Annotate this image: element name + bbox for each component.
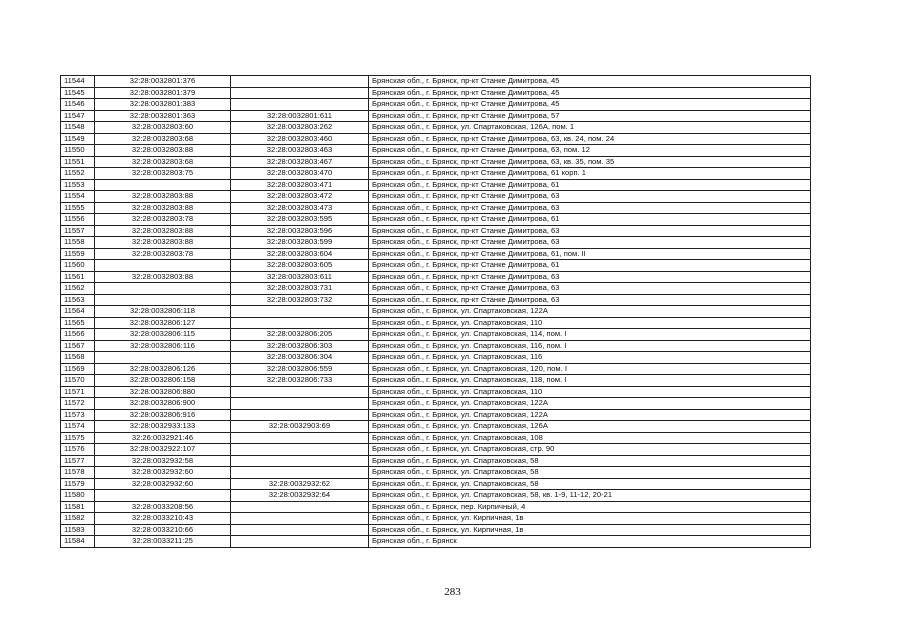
cadastral-number-cell: 32:26:0032921:46 [95, 432, 231, 444]
table-row [61, 340, 811, 352]
address-cell: Брянская обл., г. Брянск, ул. Спартаковская, 58 [369, 478, 811, 490]
linked-cadastral-number-cell: 32:28:0032806:304 [231, 352, 369, 364]
linked-cadastral-number-cell: 32:28:0032803:262 [231, 122, 369, 134]
address-cell: Брянская обл., г. Брянск, пр-кт Станке Димитрова, 61 [369, 214, 811, 226]
linked-cadastral-number-cell: 32:28:0032803:611 [231, 271, 369, 283]
record-number-cell: 11570 [61, 375, 95, 387]
table-row [61, 363, 811, 375]
cadastral-number-cell: 32:28:0032806:158 [95, 375, 231, 387]
table-row [61, 87, 811, 99]
record-number-cell: 11583 [61, 524, 95, 536]
cadastral-number-cell: 32:28:0032803:68 [95, 156, 231, 168]
table-row [61, 455, 811, 467]
table-row [61, 168, 811, 180]
linked-cadastral-number-cell: 32:28:0032803:605 [231, 260, 369, 272]
table-row [61, 156, 811, 168]
record-number-cell: 11566 [61, 329, 95, 341]
table-row [61, 524, 811, 536]
address-cell: Брянская обл., г. Брянск, ул. Спартаковская, 120, пом. I [369, 363, 811, 375]
cadastral-number-cell: 32:28:0032803:88 [95, 225, 231, 237]
table-row [61, 536, 811, 548]
table-row [61, 444, 811, 456]
cadastral-number-cell: 32:28:0032806:916 [95, 409, 231, 421]
address-cell: Брянская обл., г. Брянск, ул. Спартаковская, 122А [369, 409, 811, 421]
record-number-cell: 11546 [61, 99, 95, 111]
table-row [61, 352, 811, 364]
linked-cadastral-number-cell [231, 306, 369, 318]
record-number-cell: 11559 [61, 248, 95, 260]
address-cell: Брянская обл., г. Брянск, ул. Спартаковская, 122А [369, 306, 811, 318]
record-number-cell: 11554 [61, 191, 95, 203]
linked-cadastral-number-cell: 32:28:0032803:460 [231, 133, 369, 145]
table-row [61, 478, 811, 490]
address-cell: Брянская обл., г. Брянск, пр-кт Станке Димитрова, 57 [369, 110, 811, 122]
record-number-cell: 11556 [61, 214, 95, 226]
linked-cadastral-number-cell: 32:28:0032803:604 [231, 248, 369, 260]
table-row [61, 283, 811, 295]
record-number-cell: 11563 [61, 294, 95, 306]
linked-cadastral-number-cell: 32:28:0032932:62 [231, 478, 369, 490]
cadastral-number-cell: 32:28:0032932:58 [95, 455, 231, 467]
address-cell: Брянская обл., г. Брянск, пр-кт Станке Димитрова, 63 [369, 294, 811, 306]
linked-cadastral-number-cell: 32:28:0032803:731 [231, 283, 369, 295]
cadastral-number-cell: 32:28:0032806:126 [95, 363, 231, 375]
table-row [61, 467, 811, 479]
address-cell: Брянская обл., г. Брянск, пр-кт Станке Димитрова, 63, кв. 24, пом. 24 [369, 133, 811, 145]
address-cell: Брянская обл., г. Брянск, пр-кт Станке Димитрова, 63 [369, 283, 811, 295]
table-row [61, 490, 811, 502]
record-number-cell: 11582 [61, 513, 95, 525]
address-cell: Брянская обл., г. Брянск, пр-кт Станке Димитрова, 61, пом. II [369, 248, 811, 260]
linked-cadastral-number-cell [231, 536, 369, 548]
address-cell: Брянская обл., г. Брянск, ул. Кирпичная, 1в [369, 524, 811, 536]
address-cell: Брянская обл., г. Брянск, пр-кт Станке Димитрова, 45 [369, 87, 811, 99]
table-row [61, 398, 811, 410]
cadastral-number-cell: 32:28:0032801:363 [95, 110, 231, 122]
table-row [61, 110, 811, 122]
record-number-cell: 11552 [61, 168, 95, 180]
cadastral-number-cell: 32:28:0032803:88 [95, 191, 231, 203]
record-number-cell: 11550 [61, 145, 95, 157]
address-cell: Брянская обл., г. Брянск, пр-кт Станке Димитрова, 45 [369, 76, 811, 88]
cadastral-number-cell: 32:28:0032806:118 [95, 306, 231, 318]
table-row [61, 122, 811, 134]
table-row [61, 386, 811, 398]
cadastral-number-cell: 32:28:0032806:880 [95, 386, 231, 398]
table-row [61, 294, 811, 306]
record-number-cell: 11576 [61, 444, 95, 456]
record-number-cell: 11579 [61, 478, 95, 490]
linked-cadastral-number-cell [231, 317, 369, 329]
address-cell: Брянская обл., г. Брянск, пер. Кирпичный, 4 [369, 501, 811, 513]
address-cell: Брянская обл., г. Брянск, ул. Спартаковская, 118, пом. I [369, 375, 811, 387]
table-row [61, 145, 811, 157]
record-number-cell: 11562 [61, 283, 95, 295]
address-cell: Брянская обл., г. Брянск, пр-кт Станке Димитрова, 63 [369, 191, 811, 203]
record-number-cell: 11572 [61, 398, 95, 410]
address-cell: Брянская обл., г. Брянск, пр-кт Станке Димитрова, 61 корп. 1 [369, 168, 811, 180]
linked-cadastral-number-cell [231, 432, 369, 444]
record-number-cell: 11581 [61, 501, 95, 513]
table-row [61, 432, 811, 444]
cadastral-number-cell: 32:28:0032806:115 [95, 329, 231, 341]
table-row [61, 99, 811, 111]
table-row [61, 248, 811, 260]
table-row [61, 329, 811, 341]
linked-cadastral-number-cell [231, 398, 369, 410]
address-cell: Брянская обл., г. Брянск, пр-кт Станке Димитрова, 63 [369, 225, 811, 237]
linked-cadastral-number-cell: 32:28:0032803:470 [231, 168, 369, 180]
record-number-cell: 11545 [61, 87, 95, 99]
address-cell: Брянская обл., г. Брянск, пр-кт Станке Димитрова, 63 [369, 237, 811, 249]
linked-cadastral-number-cell [231, 386, 369, 398]
table-row [61, 306, 811, 318]
record-number-cell: 11578 [61, 467, 95, 479]
linked-cadastral-number-cell: 32:28:0032932:64 [231, 490, 369, 502]
linked-cadastral-number-cell: 32:28:0032803:471 [231, 179, 369, 191]
cadastral-number-cell: 32:28:0032801:379 [95, 87, 231, 99]
cadastral-number-cell: 32:28:0032803:78 [95, 214, 231, 226]
record-number-cell: 11560 [61, 260, 95, 272]
record-number-cell: 11558 [61, 237, 95, 249]
linked-cadastral-number-cell: 32:28:0032806:733 [231, 375, 369, 387]
cadastral-number-cell: 32:28:0033210:43 [95, 513, 231, 525]
cadastral-number-cell: 32:28:0032806:127 [95, 317, 231, 329]
cadastral-number-cell: 32:28:0032806:900 [95, 398, 231, 410]
table-row [61, 501, 811, 513]
record-number-cell: 11544 [61, 76, 95, 88]
record-number-cell: 11555 [61, 202, 95, 214]
record-number-cell: 11571 [61, 386, 95, 398]
cadastral-number-cell: 32:28:0033208:56 [95, 501, 231, 513]
table-row [61, 271, 811, 283]
cadastral-number-cell: 32:28:0032801:383 [95, 99, 231, 111]
cadastral-number-cell: 32:28:0033211:25 [95, 536, 231, 548]
linked-cadastral-number-cell [231, 444, 369, 456]
linked-cadastral-number-cell: 32:28:0032903:69 [231, 421, 369, 433]
linked-cadastral-number-cell: 32:28:0032803:595 [231, 214, 369, 226]
linked-cadastral-number-cell: 32:28:0032803:732 [231, 294, 369, 306]
record-number-cell: 11557 [61, 225, 95, 237]
table-row [61, 513, 811, 525]
address-cell: Брянская обл., г. Брянск, ул. Кирпичная, 1в [369, 513, 811, 525]
address-cell: Брянская обл., г. Брянск, ул. Спартаковская, 116, пом. I [369, 340, 811, 352]
address-cell: Брянская обл., г. Брянск, ул. Спартаковская, стр. 90 [369, 444, 811, 456]
address-cell: Брянская обл., г. Брянск, пр-кт Станке Димитрова, 61 [369, 260, 811, 272]
linked-cadastral-number-cell [231, 513, 369, 525]
record-number-cell: 11553 [61, 179, 95, 191]
table-row [61, 202, 811, 214]
table-row [61, 421, 811, 433]
cadastral-number-cell [95, 352, 231, 364]
linked-cadastral-number-cell: 32:28:0032803:463 [231, 145, 369, 157]
linked-cadastral-number-cell [231, 409, 369, 421]
cadastral-number-cell: 32:28:0032933:133 [95, 421, 231, 433]
address-cell: Брянская обл., г. Брянск, пр-кт Станке Димитрова, 63, пом. 12 [369, 145, 811, 157]
cadastral-number-cell [95, 294, 231, 306]
linked-cadastral-number-cell: 32:28:0032803:472 [231, 191, 369, 203]
registry-table-body [61, 76, 811, 548]
page-number: 283 [444, 586, 461, 598]
record-number-cell: 11573 [61, 409, 95, 421]
record-number-cell: 11547 [61, 110, 95, 122]
cadastral-number-cell: 32:28:0032932:60 [95, 478, 231, 490]
linked-cadastral-number-cell [231, 87, 369, 99]
linked-cadastral-number-cell [231, 99, 369, 111]
cadastral-number-cell: 32:28:0032803:78 [95, 248, 231, 260]
cadastral-number-cell: 32:28:0032922:107 [95, 444, 231, 456]
address-cell: Брянская обл., г. Брянск, пр-кт Станке Димитрова, 61 [369, 179, 811, 191]
address-cell: Брянская обл., г. Брянск, ул. Спартаковская, 126А [369, 421, 811, 433]
cadastral-number-cell: 32:28:0032803:60 [95, 122, 231, 134]
address-cell: Брянская обл., г. Брянск, ул. Спартаковская, 58, кв. 1-9, 11-12, 20-21 [369, 490, 811, 502]
record-number-cell: 11575 [61, 432, 95, 444]
cadastral-number-cell: 32:28:0032801:376 [95, 76, 231, 88]
record-number-cell: 11548 [61, 122, 95, 134]
cadastral-number-cell [95, 490, 231, 502]
linked-cadastral-number-cell: 32:28:0032803:467 [231, 156, 369, 168]
record-number-cell: 11567 [61, 340, 95, 352]
cadastral-number-cell: 32:28:0032806:116 [95, 340, 231, 352]
record-number-cell: 11564 [61, 306, 95, 318]
cadastral-number-cell: 32:28:0032803:88 [95, 202, 231, 214]
table-row [61, 214, 811, 226]
cadastral-number-cell: 32:28:0033210:66 [95, 524, 231, 536]
record-number-cell: 11549 [61, 133, 95, 145]
cadastral-number-cell: 32:28:0032803:75 [95, 168, 231, 180]
table-row [61, 191, 811, 203]
table-row [61, 317, 811, 329]
table-row [61, 260, 811, 272]
address-cell: Брянская обл., г. Брянск, ул. Спартаковская, 122А [369, 398, 811, 410]
linked-cadastral-number-cell [231, 467, 369, 479]
record-number-cell: 11568 [61, 352, 95, 364]
address-cell: Брянская обл., г. Брянск, ул. Спартаковская, 58 [369, 467, 811, 479]
record-number-cell: 11565 [61, 317, 95, 329]
table-row [61, 76, 811, 88]
table-row [61, 133, 811, 145]
table-row [61, 409, 811, 421]
cadastral-number-cell: 32:28:0032803:68 [95, 133, 231, 145]
cadastral-number-cell: 32:28:0032803:88 [95, 237, 231, 249]
address-cell: Брянская обл., г. Брянск, пр-кт Станке Димитрова, 63 [369, 202, 811, 214]
address-cell: Брянская обл., г. Брянск, ул. Спартаковская, 108 [369, 432, 811, 444]
linked-cadastral-number-cell [231, 524, 369, 536]
cadastral-number-cell: 32:28:0032803:88 [95, 271, 231, 283]
address-cell: Брянская обл., г. Брянск, ул. Спартаковская, 116 [369, 352, 811, 364]
address-cell: Брянская обл., г. Брянск, пр-кт Станке Димитрова, 45 [369, 99, 811, 111]
address-cell: Брянская обл., г. Брянск, ул. Спартаковская, 110 [369, 317, 811, 329]
cadastral-number-cell: 32:28:0032932:60 [95, 467, 231, 479]
linked-cadastral-number-cell: 32:28:0032806:205 [231, 329, 369, 341]
linked-cadastral-number-cell: 32:28:0032801:611 [231, 110, 369, 122]
record-number-cell: 11574 [61, 421, 95, 433]
table-row [61, 375, 811, 387]
table-row [61, 237, 811, 249]
linked-cadastral-number-cell [231, 76, 369, 88]
linked-cadastral-number-cell: 32:28:0032806:303 [231, 340, 369, 352]
cadastral-number-cell [95, 283, 231, 295]
address-cell: Брянская обл., г. Брянск, ул. Спартаковская, 114, пом. I [369, 329, 811, 341]
record-number-cell: 11569 [61, 363, 95, 375]
record-number-cell: 11551 [61, 156, 95, 168]
cadastral-registry-table [60, 75, 811, 548]
cadastral-number-cell: 32:28:0032803:88 [95, 145, 231, 157]
address-cell: Брянская обл., г. Брянск, пр-кт Станке Димитрова, 63, кв. 35, пом. 35 [369, 156, 811, 168]
linked-cadastral-number-cell: 32:28:0032803:599 [231, 237, 369, 249]
linked-cadastral-number-cell: 32:28:0032803:596 [231, 225, 369, 237]
address-cell: Брянская обл., г. Брянск, ул. Спартаковская, 126А, пом. 1 [369, 122, 811, 134]
record-number-cell: 11580 [61, 490, 95, 502]
record-number-cell: 11561 [61, 271, 95, 283]
cadastral-number-cell [95, 179, 231, 191]
linked-cadastral-number-cell [231, 455, 369, 467]
linked-cadastral-number-cell: 32:28:0032803:473 [231, 202, 369, 214]
address-cell: Брянская обл., г. Брянск [369, 536, 811, 548]
table-row [61, 225, 811, 237]
linked-cadastral-number-cell: 32:28:0032806:559 [231, 363, 369, 375]
address-cell: Брянская обл., г. Брянск, пр-кт Станке Димитрова, 63 [369, 271, 811, 283]
record-number-cell: 11577 [61, 455, 95, 467]
linked-cadastral-number-cell [231, 501, 369, 513]
record-number-cell: 11584 [61, 536, 95, 548]
address-cell: Брянская обл., г. Брянск, ул. Спартаковская, 110 [369, 386, 811, 398]
cadastral-number-cell [95, 260, 231, 272]
table-row [61, 179, 811, 191]
address-cell: Брянская обл., г. Брянск, ул. Спартаковская, 58 [369, 455, 811, 467]
